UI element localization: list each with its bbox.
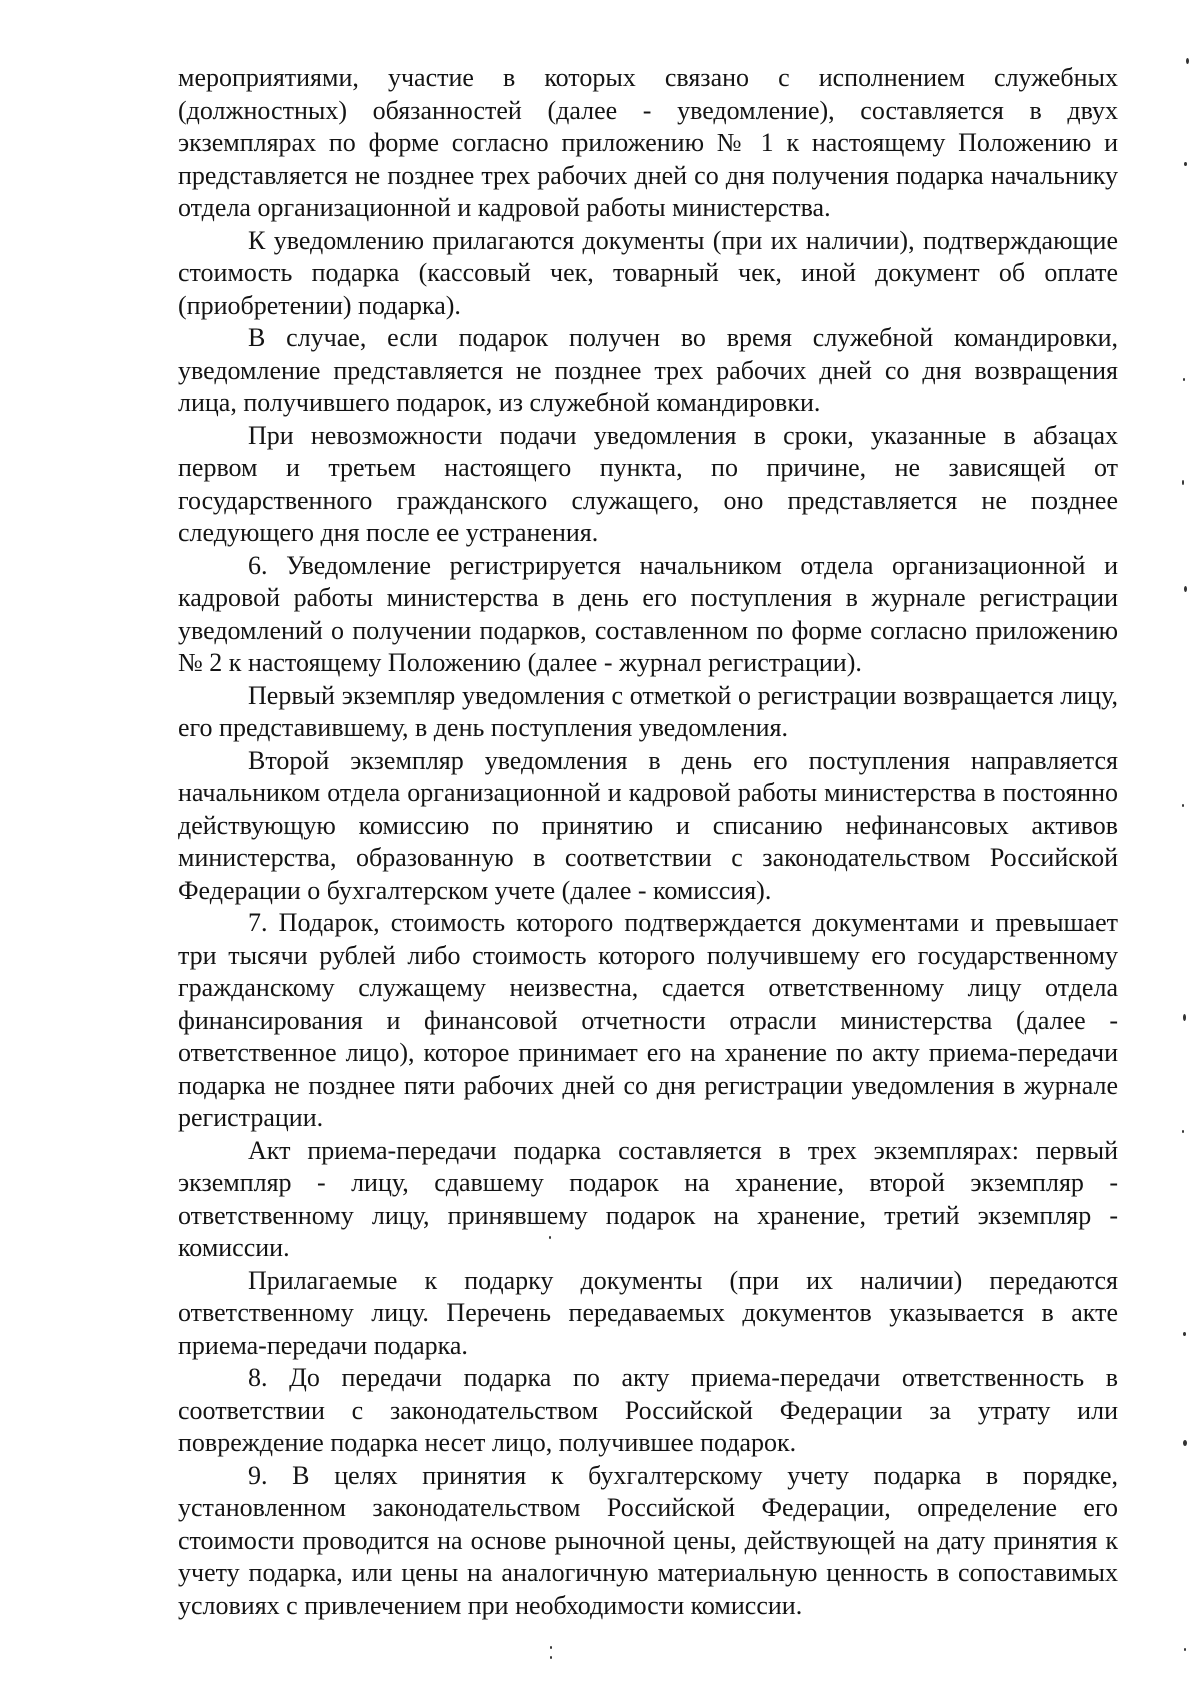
- scan-speck: [1183, 378, 1185, 381]
- paragraph-attachments: К уведомлению прилагаются документы (при их наличии), подтверждающие стоимость подарка (кассовый чек, товарный чек, иной документ об оплате (приобретении) подарка).: [178, 225, 1118, 320]
- paragraph-transfer-act: Акт приема-передачи подарка составляется в трех экземплярах: первый экземпляр - лицу, сдавшему подарок на хранение, второй экземпляр - ответственному лицу, принявшему подарок на хранение, третий экземпляр - комиссии.: [178, 1135, 1118, 1262]
- scan-speck: [549, 1236, 551, 1239]
- paragraph-item-8: 8. До передачи подарка по акту приема-передачи ответственность в соответствии с законодательством Российской Федерации за утрату или повреждение подарка несет лицо, получившее подарок.: [178, 1363, 1118, 1457]
- scan-speck: [1184, 586, 1187, 592]
- paragraph-second-copy: Второй экземпляр уведомления в день его поступления направляется начальником отдела организационной и кадровой работы министерства в постоянно действующую комиссию по принятию и списанию нефинансовых активов министерства, образованную в соответствии с законодательством Российской Федерации о бухгалтерском учете (далее - комиссия).: [178, 745, 1118, 905]
- paragraph-continuation: мероприятиями, участие в которых связано с исполнением служебных (должностных) обязанностей (далее - уведомление), составляется в двух экземплярах по форме согласно приложению № 1 к настоящему Положению и представляется не позднее трех рабочих дней со дня получения подарка начальнику отдела организационной и кадровой работы министерства.: [178, 63, 1118, 222]
- scan-speck: [1182, 480, 1184, 485]
- scan-speck: [1183, 1014, 1186, 1021]
- document-body: [178, 62, 1118, 1622]
- scan-speck: [1184, 1648, 1186, 1651]
- scan-speck: [550, 1656, 552, 1659]
- paragraph-impossibility: При невозможности подачи уведомления в сроки, указанные в абзацах первом и третьем настоящего пункта, по причине, не зависящей от государственного гражданского служащего, оно представляется не позднее следующего дня после ее устранения.: [178, 420, 1118, 547]
- paragraph-item-6: 6. Уведомление регистрируется начальником отдела организационной и кадровой работы министерства в день его поступления в журнале регистрации уведомлений о получении подарков, составленном по форме согласно приложению № 2 к настоящему Положению (далее - журнал регистрации).: [178, 550, 1118, 677]
- paragraph-item-9: 9. В целях принятия к бухгалтерскому учету подарка в порядке, установленном законодательством Российской Федерации, определение его стоимости проводится на основе рыночной цены, действующей на дату принятия к учету подарка, или цены на аналогичную материальную ценность в сопоставимых условиях с привлечением при необходимости комиссии.: [178, 1460, 1118, 1620]
- paragraph-item-7: 7. Подарок, стоимость которого подтверждается документами и превышает три тысячи рублей либо стоимость которого получившему его государственному гражданскому служащему неизвестна, сдается ответственному лицу отдела финансирования и финансовой отчетности отрасли министерства (далее - ответственное лицо), которое принимает его на хранение по акту приема-передачи подарка не позднее пяти рабочих дней со дня регистрации уведомления в журнале регистрации.: [178, 908, 1118, 1132]
- scan-speck: [1182, 804, 1184, 807]
- scan-speck: [550, 1646, 552, 1649]
- paragraph-business-trip: В случае, если подарок получен во время служебной командировки, уведомление представляется не позднее трех рабочих дней со дня возвращения лица, получившего подарок, из служебной командировки.: [178, 323, 1118, 417]
- scan-speck: [1183, 1440, 1187, 1446]
- scan-speck: [1186, 58, 1189, 64]
- paragraph-attached-documents: Прилагаемые к подарку документы (при их наличии) передаются ответственному лицу. Перечень передаваемых документов указывается в акте приема-передачи подарка.: [178, 1265, 1118, 1360]
- scan-speck: [1184, 162, 1187, 166]
- scan-speck: [1183, 1332, 1186, 1336]
- scan-speck: [1182, 1130, 1184, 1133]
- paragraph-first-copy: Первый экземпляр уведомления с отметкой о регистрации возвращается лицу, его представившему, в день поступления уведомления.: [178, 680, 1118, 742]
